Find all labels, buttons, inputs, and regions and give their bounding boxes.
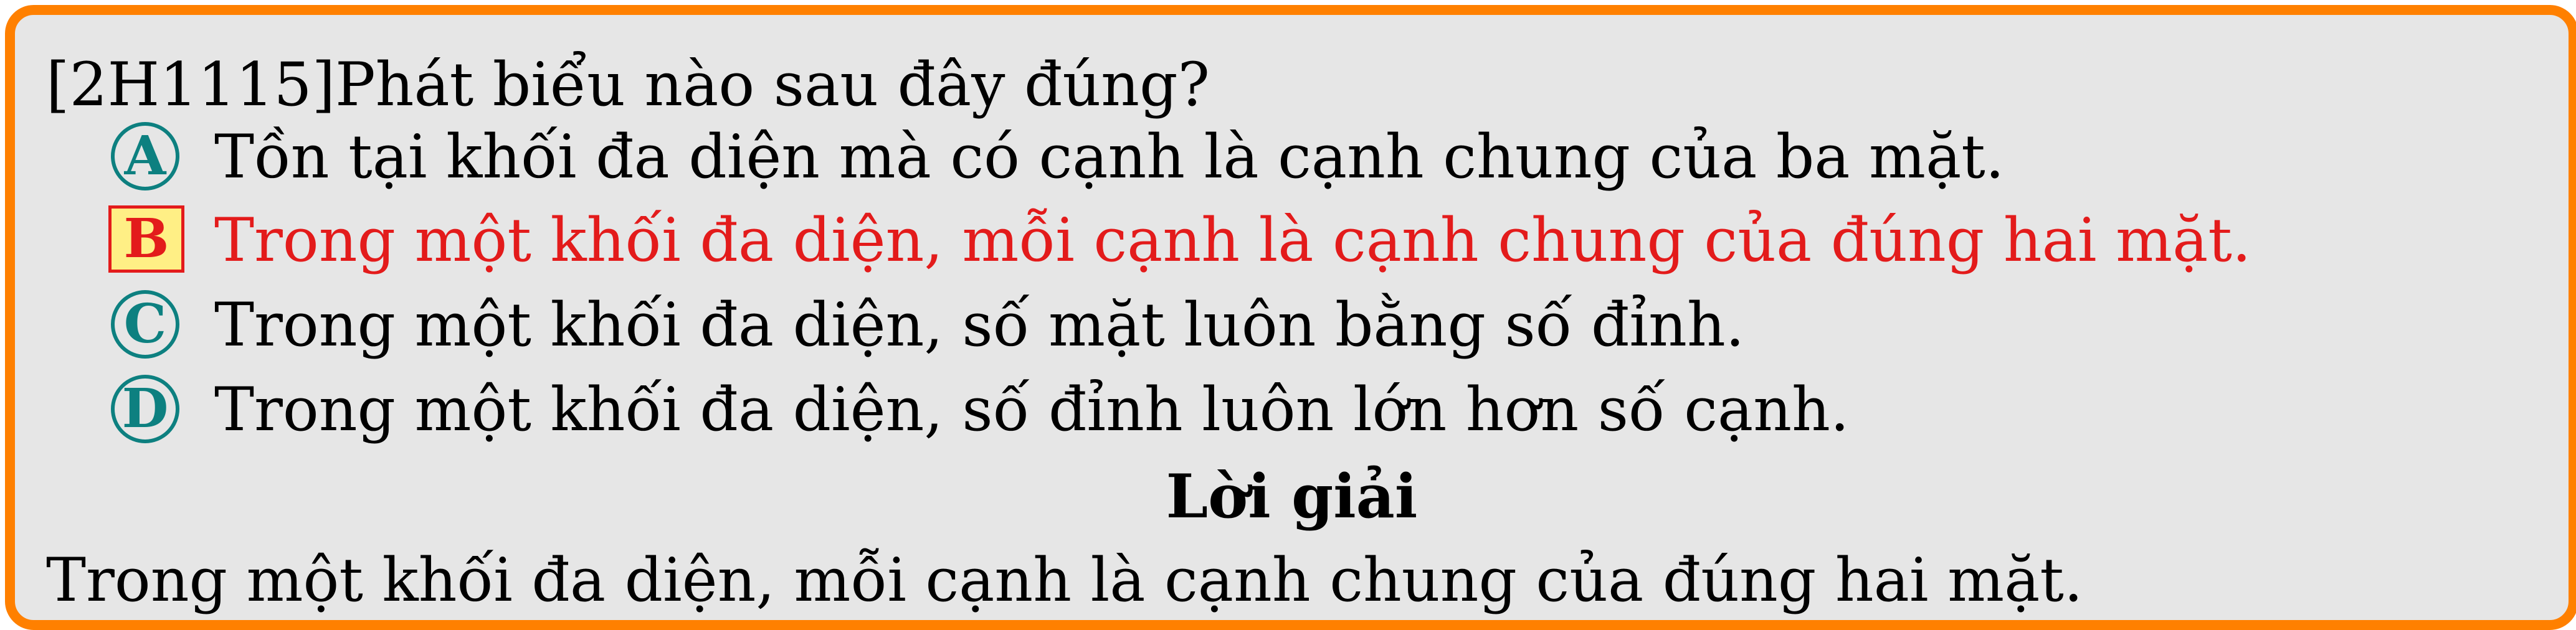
option-c-text: Trong một khối đa diện, số mặt luôn bằng số đỉnh.: [214, 290, 1745, 360]
option-b-label[interactable]: B: [108, 205, 184, 273]
question-card: [5, 5, 2576, 630]
option-d-text: Trong một khối đa diện, số đỉnh luôn lớn hơn số cạnh.: [214, 375, 1850, 444]
option-b-text: Trong một khối đa diện, mỗi cạnh là cạnh chung của đúng hai mặt.: [214, 205, 2251, 275]
option-d-label[interactable]: D: [111, 375, 179, 443]
solution-text: Trong một khối đa diện, mỗi cạnh là cạnh chung của đúng hai mặt.: [46, 545, 2083, 615]
question-code: [2H1115]: [46, 50, 336, 120]
option-c-label[interactable]: C: [111, 290, 179, 359]
solution-heading: Lời giải: [1166, 461, 1418, 532]
question-text: Phát biểu nào sau đây đúng?: [335, 50, 1210, 120]
option-a-text: Tồn tại khối đa diện mà có cạnh là cạnh chung của ba mặt.: [214, 122, 2005, 192]
question-line: [46, 47, 1210, 122]
option-a-label[interactable]: A: [111, 122, 179, 190]
